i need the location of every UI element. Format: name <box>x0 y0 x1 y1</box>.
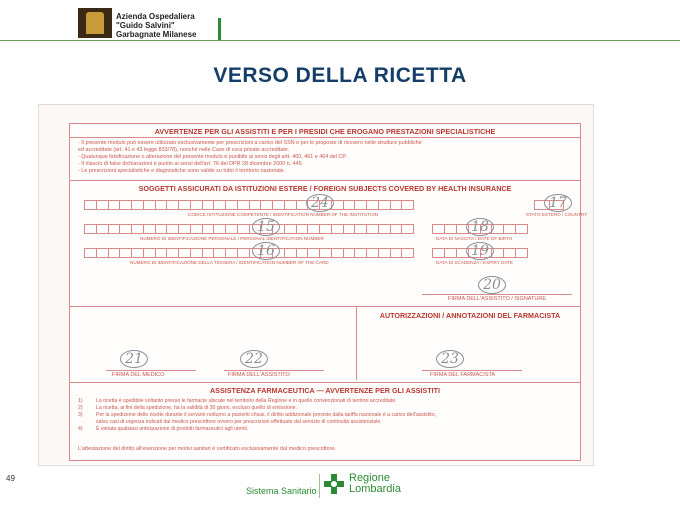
org-line-1: Azienda Ospedaliera <box>116 12 195 21</box>
sistema-sanitario-label: Sistema Sanitario <box>246 486 317 496</box>
brand-line-1: Regione <box>349 472 390 484</box>
hospital-logo <box>78 8 112 38</box>
warning-line-3: - Qualunque falsificazione o alterazione del presente modulo è punibile ai sensi degli artt. 460, 461 e 464 del CP. <box>78 154 347 160</box>
list-item: 1) La ricetta è spedibile soltanto presso le farmacie ubicate nel territorio della Regione e in quello convenzionati di territori accreditate. <box>78 398 397 404</box>
assistito-signature-line <box>224 370 324 371</box>
brand-line-2: Lombardia <box>349 483 401 495</box>
regione-lombardia-wordmark <box>349 473 401 495</box>
prescription-sheet <box>69 123 588 461</box>
pharmacist-signature-line <box>422 370 522 371</box>
patient-signature-line <box>422 294 572 295</box>
divider <box>70 137 580 138</box>
callout-22: 22 <box>240 350 268 368</box>
patient-signature-caption: FIRMA DELL'ASSISTITO / SIGNATURE <box>448 296 547 302</box>
card-id-boxes <box>84 248 414 257</box>
personal-id-boxes <box>84 224 414 233</box>
pharma-warnings-list <box>78 398 436 433</box>
institution-caption: CODICE ISTITUZIONE COMPETENTE / IDENTIFICATION NUMBER OF THE INSTITUTION <box>188 212 379 217</box>
callout-23: 23 <box>436 350 464 368</box>
callout-15: 15 <box>252 218 280 236</box>
org-line-3: Garbagnate Milanese <box>116 30 197 39</box>
doctor-signature-line <box>106 370 196 371</box>
pharmacist-notes-title: AUTORIZZAZIONI / ANNOTAZIONI DEL FARMACISTA <box>379 311 561 320</box>
pharmacist-signature-caption: FIRMA DEL FARMACISTA <box>430 372 496 378</box>
org-line-2: "Guido Salvini" <box>116 21 175 30</box>
regione-lombardia-logo-icon <box>322 472 346 496</box>
callout-20: 20 <box>478 276 506 294</box>
section-foreign-title: SOGGETTI ASSICURATI DA ISTITUZIONI ESTERE / FOREIGN SUBJECTS COVERED BY HEALTH INSURANCE <box>138 184 512 193</box>
prescription-scan <box>38 104 594 466</box>
callout-16: 16 <box>252 242 280 260</box>
birth-caption: DATA DI NASCITA / DATE OF BIRTH <box>436 236 513 241</box>
section-warnings-title: AVVERTENZE PER GLI ASSISTITI E PER I PRESIDI CHE EROGANO PRESTAZIONI SPECIALISTICHE <box>154 127 496 136</box>
warning-line-5: - Le prescrizioni specialistiche e diagnostiche sono valide su tutto il territorio nazionale. <box>78 168 286 174</box>
footer-separator <box>319 474 320 498</box>
divider <box>70 180 580 181</box>
list-item: 4) È vietata qualsiasi anticipazione di prodotti farmaceutici agli utenti. <box>78 426 249 432</box>
pharma-assistance-title: ASSISTENZA FARMACEUTICA — AVVERTENZE PER GLI ASSISTITI <box>209 386 440 395</box>
divider <box>356 306 357 380</box>
personal-id-caption: NUMERO DI IDENTIFICAZIONE PERSONALE / PERSONAL IDENTIFICATION NUMBER <box>140 236 324 241</box>
callout-24: 24 <box>306 194 334 212</box>
warning-line-2: ed accreditate (art. 41 e 43 legge 833/78), nonché nelle Case di cura private accreditate. <box>78 147 290 153</box>
header-divider <box>0 40 680 41</box>
assistito-signature-caption: FIRMA DELL'ASSISTITO <box>228 372 290 378</box>
list-item: 3) Per la spedizione delle ricette durante il servizio notturno a pazienti chiusi, il diritto addizionale previsto dalla tariffa nazionale è a carico dell'assistito, <box>78 412 436 418</box>
card-id-caption: NUMERO DI IDENTIFICAZIONE DELLA TESSERA / IDENTIFICATION NUMBER OF THE CARD <box>130 260 329 265</box>
hospital-name <box>116 12 196 39</box>
callout-17: 17 <box>544 194 572 212</box>
institution-code-boxes <box>84 200 414 209</box>
divider <box>70 306 580 307</box>
list-item: 2) La ricetta, ai fini della spedizione, ha la validità di 30 giorni, escluso quello di emissione. <box>78 405 297 411</box>
warning-line-1: - Il presente modulo può essere utilizzato esclusivamente per prescrizioni a carico del SSN e per le proposte di ricovero nelle strutture pubbliche <box>78 140 422 146</box>
callout-18: 18 <box>466 218 494 236</box>
header-accent-bar <box>218 18 221 40</box>
warning-line-4: - Il rilascio di false dichiarazioni è punito ai sensi dell'art. 76 del DPR 28 dicembre 2000 n. 445. <box>78 161 304 167</box>
callout-21: 21 <box>120 350 148 368</box>
expiry-caption: DATA DI SCADENZA / EXPIRY DATE <box>436 260 513 265</box>
country-caption: STATO ESTERO / COUNTRY <box>526 212 588 217</box>
divider <box>70 382 580 383</box>
doctor-signature-caption: FIRMA DEL MEDICO <box>112 372 165 378</box>
callout-19: 19 <box>466 242 494 260</box>
exemption-note: L'attestazione del diritto all'esenzione per motivi sanitari è certificato esclusivamente dal medico prescrittore. <box>78 446 336 452</box>
page-number: 49 <box>6 474 15 483</box>
list-item: salvo casi di urgenza indicati dal medico prescrittore ovvero per prescrizioni effettuate dal servizio di continuità assistenziale. <box>96 419 382 425</box>
slide-title: VERSO DELLA RICETTA <box>213 64 467 87</box>
